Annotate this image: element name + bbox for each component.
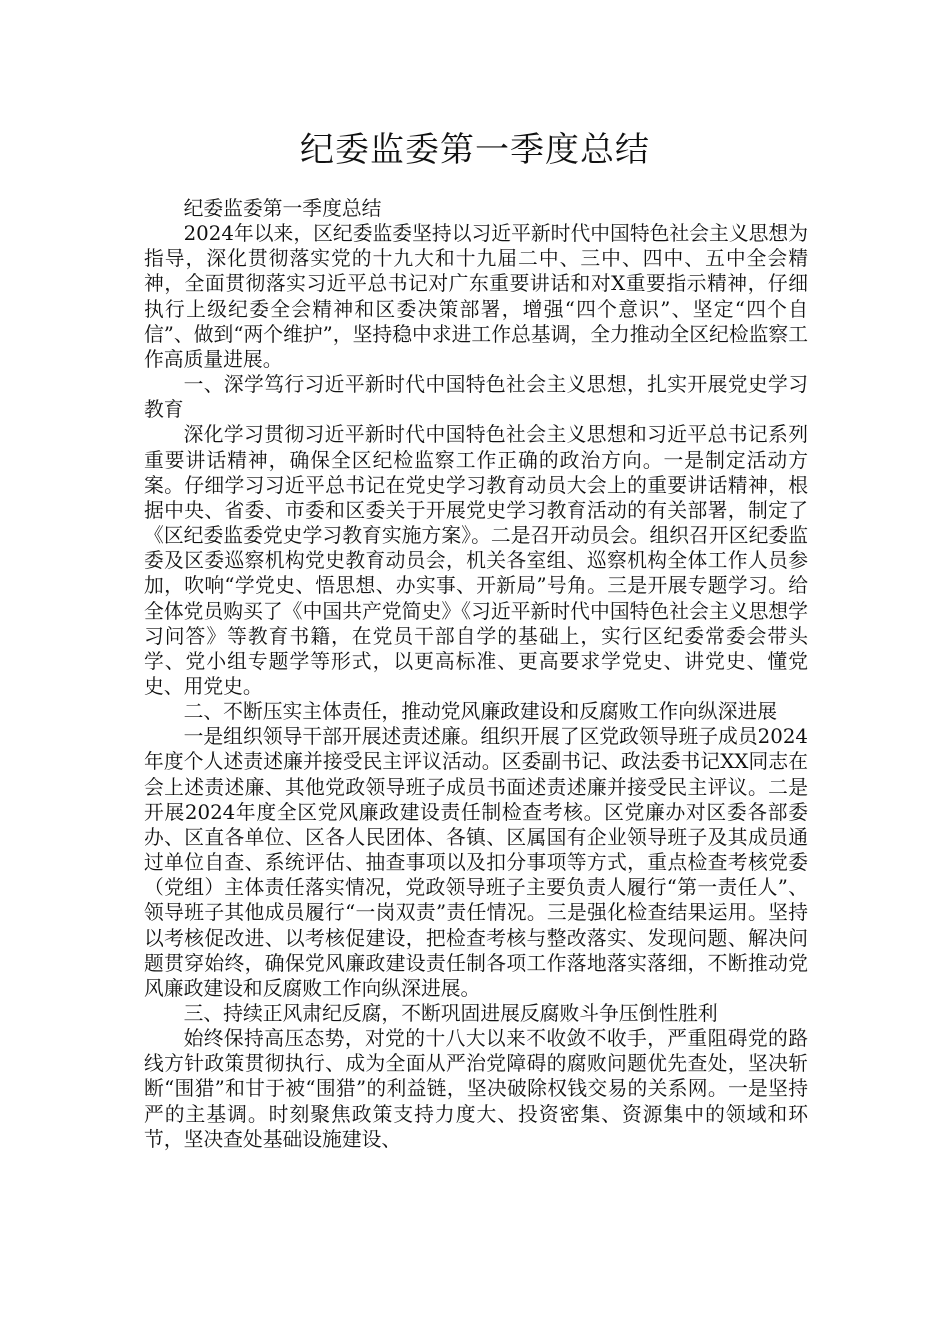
section-heading-3: 三、持续正风肃纪反腐，不断巩固进展反腐败斗争压倒性胜利: [183, 1002, 718, 1025]
paragraph-section-2: 一是组织领导干部开展述责述廉。组织开展了区党政领导班子成员2024年度个人述责述廉并接受民主评议活动。区委副书记、政法委书记XX同志在会上述责述廉、其他党政领导班子成员书面述责述廉并接受民主评议。二是开展2024年度全区党风廉政建设责任制检查考核。区党廉办对区委各部委办、区直各单位、区各人民团体、各镇、区属国有企业领导班子及其成员通过单位自查、系统评估、抽查事项以及扣分事项等方式，重点检查考核党委（党组）主体责任落实情况，党政领导班子主要负责人履行“第一责任人”、领导班子其他成员履行“一岗双责”责任情况。三是强化检查结果运用。坚持以考核促改进、以考核促建设，把检查考核与整改落实、发现问题、解决问题贯穿始终，确保党风廉政建设责任制各项工作落地落实落细，不断推动党风廉政建设和反腐败工作向纵深进展。: [144, 725, 808, 1000]
paragraph-section-3: 始终保持高压态势，对党的十八大以来不收敛不收手，严重阻碍党的路线方针政策贯彻执行、成为全面从严治党障碍的腐败问题优先查处，坚决斩断“围猎”和甘于被“围猎”的利益链，坚决破除权钱交易的关系网。一是坚持严的主基调。时刻聚焦政策支持力度大、投资密集、资源集中的领域和环节，坚决查处基础设施建设、: [144, 1027, 808, 1151]
paragraph-section-1: 深化学习贯彻习近平新时代中国特色社会主义思想和习近平总书记系列重要讲话精神，确保全区纪检监察工作正确的政治方向。一是制定活动方案。仔细学习习近平总书记在党史学习教育动员大会上的重要讲话精神，根据中央、省委、市委和区委关于开展党史学习教育活动的有关部署，制定了《区纪委监委党史学习教育实施方案》。二是召开动员会。组织召开区纪委监委及区委巡察机构党史教育动员会，机关各室组、巡察机构全体工作人员参加，吹响“学党史、悟思想、办实事、开新局”号角。三是开展专题学习。给全体党员购买了《中国共产党简史》《习近平新时代中国特色社会主义思想学习问答》等教育书籍，在党员干部自学的基础上，实行区纪委常委会带头学、党小组专题学等形式，以更高标准、更高要求学党史、讲党史、懂党史、用党史。: [144, 423, 808, 698]
document-title: 纪委监委第一季度总结: [300, 130, 650, 170]
paragraph-intro: 2024年以来，区纪委监委坚持以习近平新时代中国特色社会主义思想为指导，深化贯彻落实党的十九大和十九届二中、三中、四中、五中全会精神，全面贯彻落实习近平总书记对广东重要讲话和对X重要指示精神，仔细执行上级纪委全会精神和区委决策部署，增强“四个意识”、坚定“四个自信”、做到“两个维护”，坚持稳中求进工作总基调，全力推动全区纪检监察工作高质量进展。: [144, 222, 808, 371]
section-heading-1: 一、深学笃行习近平新时代中国特色社会主义思想，扎实开展党史学习教育: [144, 373, 808, 422]
document-body: [144, 196, 808, 1152]
section-heading-2: 二、不断压实主体责任，推动党风廉政建设和反腐败工作向纵深进展: [183, 700, 778, 724]
paragraph-subtitle: 纪委监委第一季度总结: [183, 197, 382, 220]
